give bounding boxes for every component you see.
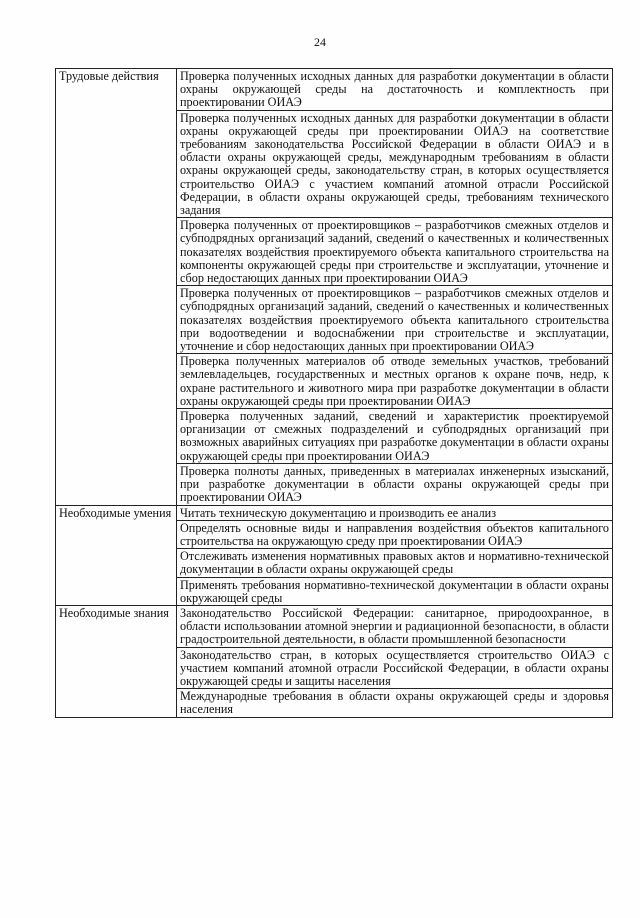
section-label-labor-actions: Трудовые действия [56, 69, 177, 506]
table-cell: Законодательство Российской Федерации: санитарное, природоохранное, в области использовании атомной энергии и радиационной безопасности, в области градостроительной деятельности, в области промышленной безопасности [177, 605, 613, 647]
section-label-required-knowledge: Необходимые знания [56, 605, 177, 717]
table-cell: Применять требования нормативно-технической документации в области охраны окружающей среды [177, 577, 613, 605]
table-cell: Проверка полученных от проектировщиков – разработчиков смежных отделов и субподрядных организаций заданий, сведений о качественных и количественных показателях воздействия проектируемого объекта капитального строительства при водоотведении и водоснабжении при строительстве и эксплуатации, уточнение и сбор недостающих данных при проектировании ОИАЭ [177, 286, 613, 354]
section-label-required-skills: Необходимые умения [56, 505, 177, 605]
table-cell: Проверка полноты данных, приведенных в материалах инженерных изысканий, при разработке документации в области охраны окружающей среды при проектировании ОИАЭ [177, 463, 613, 505]
table-cell: Международные требования в области охраны окружающей среды и здоровья населения [177, 689, 613, 717]
table-cell: Проверка полученных материалов об отводе земельных участков, требований землевладельцев, государственных и местных органов к охране почв, недр, к охране растительного и животного мира при разработке документации в области охраны окружающей среды при проектировании ОИАЭ [177, 354, 613, 409]
page-number: 24 [314, 35, 326, 49]
table-cell: Отслеживать изменения нормативных правовых актов и нормативно-технической документации в области охраны окружающей среды [177, 549, 613, 577]
table-cell: Проверка полученных исходных данных для разработки документации в области охраны окружающей среды при проектировании ОИАЭ на соответствие требованиям законодательства Российской Федерации в области ОИАЭ и в области охраны окружающей среды, международным требованиям в области охраны окружающей среды, законодательству стран, в которых осуществляется строительство ОИАЭ с участием компаний атомной отрасли Российской Федерации, в области охраны окружающей среды, требованиям технического задания [177, 110, 613, 218]
table-row [56, 605, 613, 647]
table-row [56, 505, 613, 520]
table-cell: Проверка полученных исходных данных для разработки документации в области охраны окружающей среды на достаточность и комплектность при проектировании ОИАЭ [177, 69, 613, 111]
table-cell: Законодательство стран, в которых осуществляется строительство ОИАЭ с участием компаний атомной отрасли Российской Федерации, в области охраны окружающей среды и защиты населения [177, 647, 613, 689]
table-cell: Определять основные виды и направления воздействия объектов капитального строительства на окружающую среду при проектировании ОИАЭ [177, 520, 613, 548]
table-cell: Проверка полученных заданий, сведений и характеристик проектируемой организации от смежных подразделений и субподрядных организаций при возможных аварийных ситуациях при разработке документации в области охраны окружающей среды при проектировании ОИАЭ [177, 409, 613, 464]
table-cell: Проверка полученных от проектировщиков – разработчиков смежных отделов и субподрядных организаций заданий, сведений о качественных и количественных показателях воздействия проектируемого объекта капитального строительства на компоненты окружающей среды при строительстве и эксплуатации, уточнение и сбор недостающих данных при проектировании ОИАЭ [177, 218, 613, 286]
requirements-table [55, 68, 613, 718]
table-cell: Читать техническую документацию и производить ее анализ [177, 505, 613, 520]
table-row [56, 69, 613, 111]
